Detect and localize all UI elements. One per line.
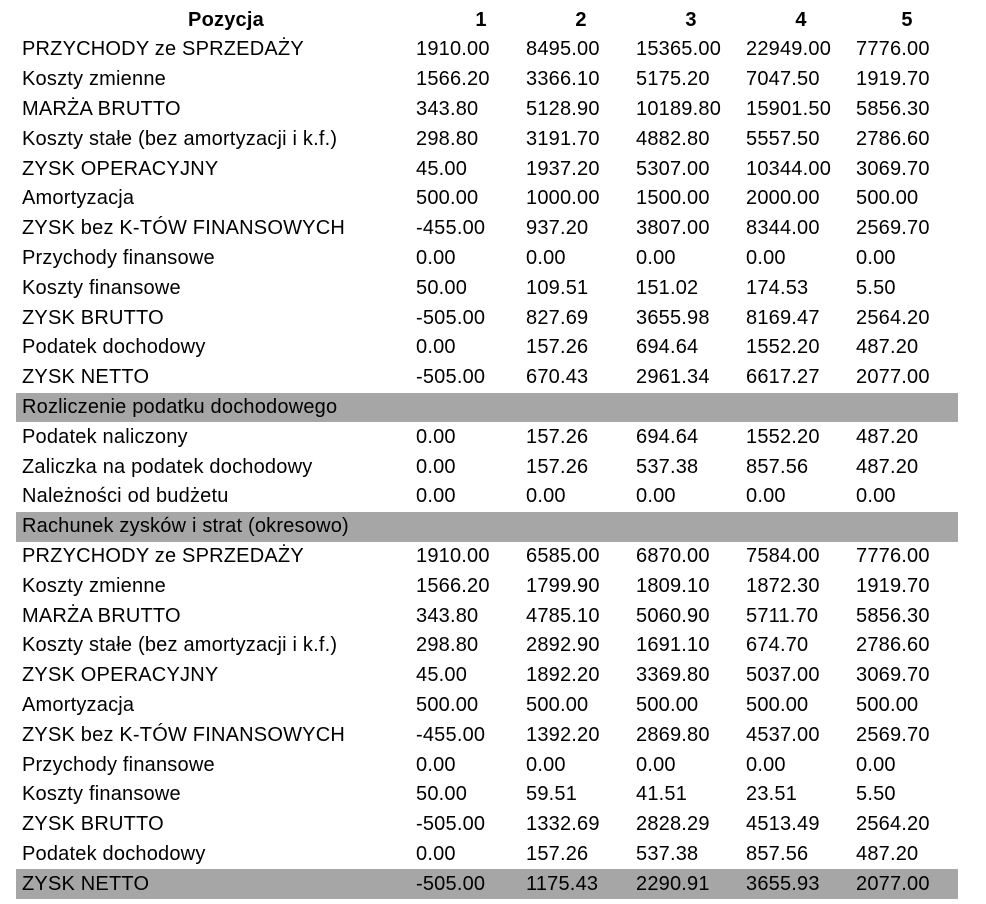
value-cell-4: 22949.00 [746, 38, 832, 61]
value-cell-4: 1552.20 [746, 336, 820, 359]
table-row [16, 95, 958, 125]
value-cell-2: 157.26 [526, 455, 589, 478]
table-row [16, 631, 958, 661]
table-row [16, 303, 958, 333]
value-cell-3: 4882.80 [636, 127, 710, 150]
row-label: MARŻA BRUTTO [22, 97, 181, 120]
value-cell-3: 5060.90 [636, 604, 710, 627]
value-cell-5: 2786.60 [856, 127, 930, 150]
table-header [16, 5, 958, 35]
value-cell-2: 2892.90 [526, 634, 600, 657]
table-row [16, 691, 958, 721]
profit-loss-periodic [16, 542, 958, 900]
value-cell-5: 1919.70 [856, 574, 930, 597]
tax-settlement [16, 422, 958, 511]
row-label: Koszty zmienne [22, 68, 166, 91]
value-cell-1: -455.00 [416, 723, 486, 746]
value-cell-3: 537.38 [636, 455, 699, 478]
value-cell-1: 343.80 [416, 604, 479, 627]
value-cell-2: 157.26 [526, 425, 589, 448]
value-cell-2: 0.00 [526, 753, 566, 776]
value-cell-4: 4537.00 [746, 723, 820, 746]
table-row [16, 840, 958, 870]
table-row [16, 154, 958, 184]
value-cell-5: 3069.70 [856, 664, 930, 687]
value-cell-3: 2961.34 [636, 366, 710, 389]
value-cell-4: 7047.50 [746, 68, 820, 91]
value-cell-2: 1392.20 [526, 723, 600, 746]
value-cell-1: 1910.00 [416, 38, 490, 61]
table-row [16, 780, 958, 810]
table-row [16, 35, 958, 65]
table-row [16, 363, 958, 393]
row-label: Przychody finansowe [22, 246, 215, 269]
value-cell-2: 0.00 [526, 246, 566, 269]
table-row [16, 184, 958, 214]
value-cell-5: 1919.70 [856, 68, 930, 91]
value-cell-5: 500.00 [856, 693, 919, 716]
value-cell-4: 674.70 [746, 634, 809, 657]
value-cell-1: 298.80 [416, 127, 479, 150]
value-cell-4: 2000.00 [746, 187, 820, 210]
table-row [16, 422, 958, 452]
row-label: PRZYCHODY ze SPRZEDAŻY [22, 544, 304, 567]
value-cell-3: 10189.80 [636, 97, 722, 120]
value-cell-3: 694.64 [636, 425, 699, 448]
value-cell-5: 5856.30 [856, 604, 930, 627]
value-cell-5: 487.20 [856, 336, 919, 359]
value-cell-4: 10344.00 [746, 157, 832, 180]
value-cell-2: 1799.90 [526, 574, 600, 597]
table-row [16, 333, 958, 363]
row-label: Koszty finansowe [22, 783, 181, 806]
value-cell-1: 50.00 [416, 783, 468, 806]
table-row [16, 452, 958, 482]
value-cell-3: 151.02 [636, 276, 699, 299]
table-row [16, 661, 958, 691]
row-label: Koszty finansowe [22, 276, 181, 299]
value-cell-3: 41.51 [636, 783, 688, 806]
value-cell-4: 174.53 [746, 276, 809, 299]
value-cell-4: 5711.70 [746, 604, 819, 627]
section-label: Rachunek zysków i strat (okresowo) [22, 515, 349, 538]
value-cell-4: 857.56 [746, 842, 809, 865]
value-cell-4: 23.51 [746, 783, 798, 806]
row-label: ZYSK OPERACYJNY [22, 664, 219, 687]
value-cell-5: 0.00 [856, 753, 896, 776]
header-col-5: 5 [901, 8, 913, 31]
value-cell-2: 500.00 [526, 693, 589, 716]
value-cell-2: 6585.00 [526, 544, 600, 567]
value-cell-4: 0.00 [746, 753, 786, 776]
value-cell-5: 2077.00 [856, 366, 930, 389]
value-cell-1: -455.00 [416, 217, 486, 240]
value-cell-2: 1937.20 [526, 157, 600, 180]
value-cell-2: 3366.10 [526, 68, 600, 91]
value-cell-3: 2290.91 [636, 872, 710, 895]
value-cell-5: 487.20 [856, 455, 919, 478]
row-label: MARŻA BRUTTO [22, 604, 181, 627]
value-cell-3: 1691.10 [636, 634, 710, 657]
value-cell-4: 0.00 [746, 246, 786, 269]
value-cell-4: 5557.50 [746, 127, 820, 150]
profit-loss-cumulative [16, 35, 958, 393]
value-cell-3: 694.64 [636, 336, 699, 359]
row-label: ZYSK bez K-TÓW FINANSOWYCH [22, 723, 346, 746]
value-cell-4: 857.56 [746, 455, 809, 478]
value-cell-3: 1809.10 [636, 574, 710, 597]
table-row [16, 124, 958, 154]
table-row [16, 601, 958, 631]
value-cell-5: 0.00 [856, 485, 896, 508]
header-col-3: 3 [685, 8, 697, 31]
row-label: Koszty stałe (bez amortyzacji i k.f.) [22, 127, 338, 150]
value-cell-4: 4513.49 [746, 813, 820, 836]
value-cell-2: 1000.00 [526, 187, 600, 210]
financial-table [16, 5, 958, 899]
row-label: Amortyzacja [22, 187, 135, 210]
value-cell-2: 0.00 [526, 485, 566, 508]
value-cell-4: 1552.20 [746, 425, 820, 448]
value-cell-1: -505.00 [416, 366, 486, 389]
value-cell-5: 5856.30 [856, 97, 930, 120]
table-row [16, 482, 958, 512]
value-cell-5: 3069.70 [856, 157, 930, 180]
value-cell-4: 3655.93 [746, 872, 820, 895]
value-cell-1: -505.00 [416, 306, 486, 329]
table-row [16, 542, 958, 572]
value-cell-3: 2828.29 [636, 813, 710, 836]
row-label: ZYSK NETTO [22, 872, 150, 895]
value-cell-1: 45.00 [416, 157, 468, 180]
value-cell-2: 1892.20 [526, 664, 600, 687]
value-cell-5: 2786.60 [856, 634, 930, 657]
section-header-periodic [16, 512, 958, 542]
row-label: Podatek naliczony [22, 425, 188, 448]
value-cell-1: 0.00 [416, 753, 456, 776]
row-label: ZYSK BRUTTO [22, 813, 164, 836]
header-col-2: 2 [575, 8, 587, 31]
value-cell-5: 487.20 [856, 425, 919, 448]
value-cell-5: 2569.70 [856, 217, 930, 240]
value-cell-5: 0.00 [856, 246, 896, 269]
value-cell-1: -505.00 [416, 813, 486, 836]
value-cell-2: 827.69 [526, 306, 589, 329]
row-label: Przychody finansowe [22, 753, 215, 776]
value-cell-2: 157.26 [526, 842, 589, 865]
table-row [16, 214, 958, 244]
value-cell-1: 1566.20 [416, 574, 490, 597]
value-cell-1: 0.00 [416, 485, 456, 508]
header-label: Pozycja [188, 8, 264, 31]
value-cell-1: 0.00 [416, 246, 456, 269]
value-cell-1: 0.00 [416, 336, 456, 359]
value-cell-3: 5175.20 [636, 68, 710, 91]
row-label: ZYSK BRUTTO [22, 306, 164, 329]
value-cell-2: 4785.10 [526, 604, 600, 627]
value-cell-5: 2569.70 [856, 723, 930, 746]
value-cell-3: 3655.98 [636, 306, 710, 329]
value-cell-1: 298.80 [416, 634, 479, 657]
value-cell-1: 0.00 [416, 425, 456, 448]
value-cell-3: 15365.00 [636, 38, 722, 61]
value-cell-2: 1332.69 [526, 813, 600, 836]
row-label: Koszty zmienne [22, 574, 166, 597]
value-cell-5: 5.50 [856, 276, 896, 299]
value-cell-5: 2564.20 [856, 813, 930, 836]
value-cell-3: 0.00 [636, 246, 676, 269]
row-label: ZYSK OPERACYJNY [22, 157, 219, 180]
section-header-tax [16, 393, 958, 423]
value-cell-1: -505.00 [416, 872, 486, 895]
value-cell-2: 3191.70 [526, 127, 600, 150]
value-cell-3: 3807.00 [636, 217, 710, 240]
value-cell-2: 8495.00 [526, 38, 600, 61]
value-cell-3: 537.38 [636, 842, 699, 865]
value-cell-1: 0.00 [416, 455, 456, 478]
value-cell-4: 8169.47 [746, 306, 820, 329]
table-row [16, 720, 958, 750]
table-row [16, 810, 958, 840]
value-cell-4: 0.00 [746, 485, 786, 508]
value-cell-3: 0.00 [636, 485, 676, 508]
value-cell-2: 5128.90 [526, 97, 600, 120]
value-cell-5: 5.50 [856, 783, 896, 806]
row-label: Należności od budżetu [22, 485, 229, 508]
value-cell-3: 1500.00 [636, 187, 710, 210]
row-label: Podatek dochodowy [22, 842, 206, 865]
value-cell-1: 1910.00 [416, 544, 490, 567]
value-cell-3: 6870.00 [636, 544, 710, 567]
row-label: Koszty stałe (bez amortyzacji i k.f.) [22, 634, 338, 657]
row-label: Podatek dochodowy [22, 336, 206, 359]
value-cell-3: 0.00 [636, 753, 676, 776]
value-cell-5: 7776.00 [856, 544, 930, 567]
value-cell-1: 0.00 [416, 842, 456, 865]
value-cell-2: 670.43 [526, 366, 589, 389]
value-cell-4: 8344.00 [746, 217, 820, 240]
row-label: PRZYCHODY ze SPRZEDAŻY [22, 38, 304, 61]
value-cell-2: 157.26 [526, 336, 589, 359]
value-cell-4: 500.00 [746, 693, 809, 716]
value-cell-1: 343.80 [416, 97, 479, 120]
value-cell-3: 500.00 [636, 693, 699, 716]
value-cell-1: 45.00 [416, 664, 468, 687]
header-col-1: 1 [475, 8, 487, 31]
value-cell-4: 15901.50 [746, 97, 832, 120]
value-cell-1: 500.00 [416, 693, 479, 716]
value-cell-5: 2077.00 [856, 872, 930, 895]
value-cell-2: 109.51 [526, 276, 589, 299]
value-cell-3: 3369.80 [636, 664, 710, 687]
value-cell-3: 2869.80 [636, 723, 710, 746]
value-cell-4: 5037.00 [746, 664, 820, 687]
value-cell-2: 1175.43 [526, 872, 599, 895]
table-row [16, 869, 958, 899]
value-cell-1: 500.00 [416, 187, 479, 210]
row-label: Amortyzacja [22, 693, 135, 716]
value-cell-2: 937.20 [526, 217, 589, 240]
value-cell-3: 5307.00 [636, 157, 710, 180]
value-cell-5: 487.20 [856, 842, 919, 865]
value-cell-4: 1872.30 [746, 574, 820, 597]
row-label: Zaliczka na podatek dochodowy [22, 455, 313, 478]
table-row [16, 750, 958, 780]
value-cell-1: 1566.20 [416, 68, 490, 91]
table-row [16, 571, 958, 601]
table-row [16, 244, 958, 274]
table-row [16, 65, 958, 95]
value-cell-5: 2564.20 [856, 306, 930, 329]
header-col-4: 4 [795, 8, 807, 31]
value-cell-5: 500.00 [856, 187, 919, 210]
row-label: ZYSK NETTO [22, 366, 150, 389]
value-cell-4: 6617.27 [746, 366, 820, 389]
table-row [16, 273, 958, 303]
value-cell-1: 50.00 [416, 276, 468, 299]
value-cell-2: 59.51 [526, 783, 578, 806]
value-cell-5: 7776.00 [856, 38, 930, 61]
section-label: Rozliczenie podatku dochodowego [22, 395, 338, 418]
value-cell-4: 7584.00 [746, 544, 820, 567]
row-label: ZYSK bez K-TÓW FINANSOWYCH [22, 217, 346, 240]
